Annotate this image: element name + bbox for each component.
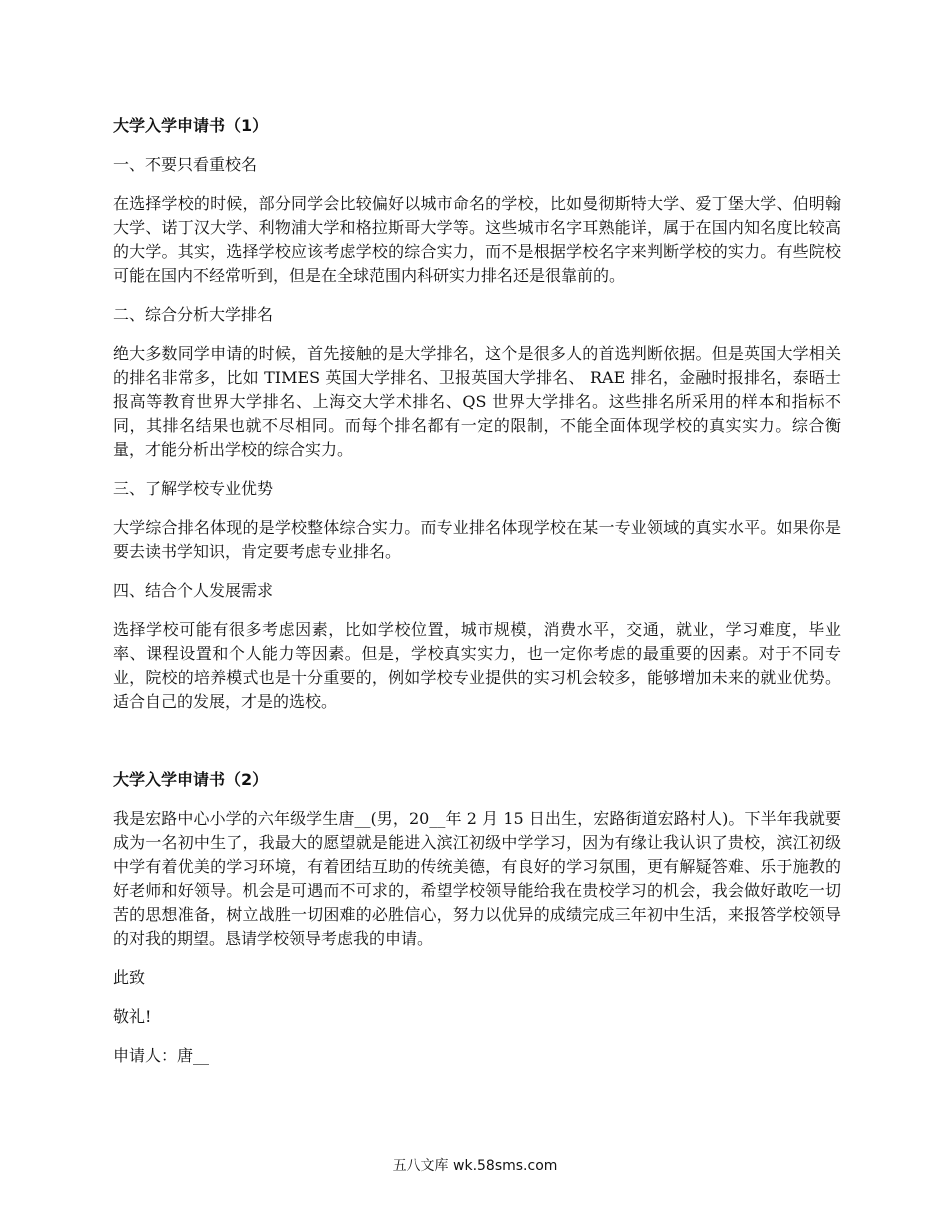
section1-paragraph-4: 选择学校可能有很多考虑因素，比如学校位置，城市规模，消费水平，交通，就业，学习难度，毕业率、课程设置和个人能力等因素。但是，学校真实实力，也一定你考虑的最重要的因素。对于不同专业，院校的培养模式也是十分重要的，例如学校专业提供的实习机会较多，能够增加未来的就业优势。适合自己的发展，才是的选校。	[113, 620, 841, 711]
section1-heading-4: 四、结合个人发展需求	[113, 581, 274, 600]
document-body	[113, 114, 841, 1083]
footer-watermark: 五八文库 wk.58sms.com	[392, 1158, 558, 1174]
closing-regards: 敬礼!	[113, 1007, 152, 1026]
section-spacer	[113, 729, 841, 768]
section1-heading-3: 三、了解学校专业优势	[113, 479, 274, 498]
section1-heading-1: 一、不要只看重校名	[113, 155, 258, 174]
section1-paragraph-3: 大学综合排名体现的是学校整体综合实力。而专业排名体现学校在某一专业领域的真实水平。如果你是要去读书学知识，肯定要考虑专业排名。	[113, 518, 841, 561]
section2-title: 大学入学申请书（2）	[113, 770, 269, 789]
closing-salutation: 此致	[113, 968, 146, 987]
section1-title: 大学入学申请书（1）	[113, 116, 269, 135]
section1-paragraph-1: 在选择学校的时候，部分同学会比较偏好以城市命名的学校，比如曼彻斯特大学、爱丁堡大学、伯明翰大学、诺丁汉大学、利物浦大学和格拉斯哥大学等。这些城市名字耳熟能详，属于在国内知名度比较高的大学。其实，选择学校应该考虑学校的综合实力，而不是根据学校名字来判断学校的实力。有些院校可能在国内不经常听到，但是在全球范围内科研实力排名还是很靠前的。	[113, 194, 841, 285]
applicant-signature: 申请人：唐__	[113, 1046, 210, 1065]
section1-heading-2: 二、综合分析大学排名	[113, 305, 274, 324]
section1-paragraph-2: 绝大多数同学申请的时候，首先接触的是大学排名，这个是很多人的首选判断依据。但是英国大学相关的排名非常多，比如 TIMES 英国大学排名、卫报英国大学排名、 RAE 排名，金融时报排名，泰晤士报高等教育世界大学排名、上海交大学术排名、QS 世界大学排名。这些排名所采用的样本和指标不同，其排名结果也就不尽相同。而每个排名都有一定的限制，不能全面体现学校的真实实力。综合衡量，才能分析出学校的综合实力。	[113, 344, 841, 459]
section2-paragraph-1: 我是宏路中心小学的六年级学生唐__(男，20__年 2 月 15 日出生，宏路街道宏路村人)。下半年我就要成为一名初中生了，我最大的愿望就是能进入滨江初级中学学习，因为有缘让我认识了贵校，滨江初级中学有着优美的学习环境，有着团结互助的传统美德，有良好的学习氛围，更有解疑答难、乐于施教的好老师和好领导。机会是可遇而不可求的，希望学校领导能给我在贵校学习的机会，我会做好敢吃一切苦的思想准备，树立战胜一切困难的必胜信心，努力以优异的成绩完成三年初中生活，来报答学校领导的对我的期望。恳请学校领导考虑我的申请。	[113, 809, 841, 948]
